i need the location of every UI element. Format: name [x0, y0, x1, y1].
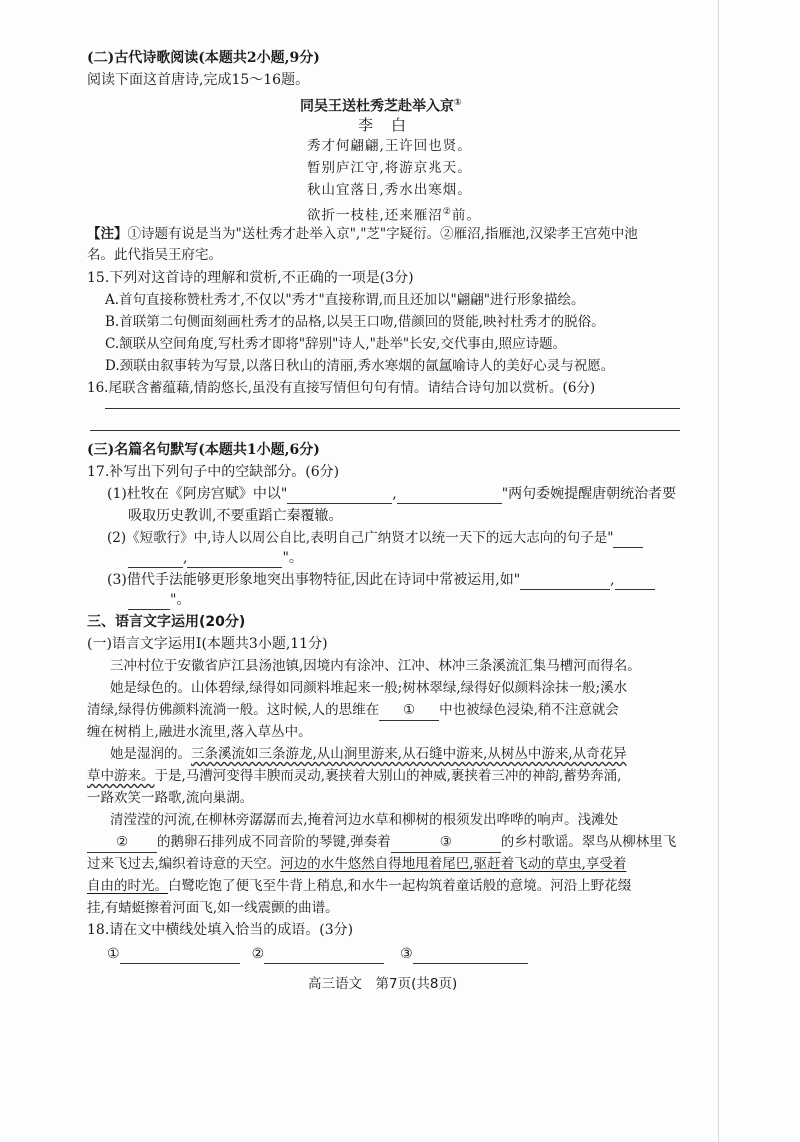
poem-line-4-text: 欲折一枝桂,还来雁沼: [307, 207, 443, 224]
passage-p3-wavy-2: 草中游来。: [87, 768, 155, 784]
q16-answer-line-1[interactable]: [105, 408, 680, 409]
page-footer: 高三语文 第7页(共8页): [308, 976, 458, 992]
q17-item2-blank-1b[interactable]: [128, 553, 183, 568]
poem-title: [300, 93, 462, 117]
q17-item2: [107, 528, 643, 548]
passage-p2-line1: 她是绿色的。山体碧绿,绿得如同颜料堆起来一般;树林翠绿,绿得好似颜料涂抹一般;溪水: [110, 680, 628, 696]
q17-item2-blank-1[interactable]: [613, 533, 643, 548]
q15-option-a: A.首句直接称赞杜秀才,不仅以"秀才"直接称谓,而且还加以"翩翩"进行形象描绘。: [105, 292, 585, 308]
q15-stem: 15.下列对这首诗的理解和赏析,不正确的一项是(3分): [87, 270, 414, 286]
q15-option-c: C.颔联从空间角度,写杜秀才即将"辞别"诗人,"赴举"长安,交代事由,照应诗题。: [105, 336, 567, 352]
q17-item2-blank-2[interactable]: [187, 553, 282, 568]
passage-p4-underlined-1: 河边的水牛悠然自得地甩着尾巴,驱赶着飞动的草虫,享受着: [280, 856, 627, 872]
poem-line-1: 秀才何翩翩,王许回也贤。: [307, 138, 472, 154]
q18-answer-3[interactable]: [413, 949, 528, 964]
q17-item3-blank-2b[interactable]: [128, 595, 170, 610]
passage-p2-line2-a: 清绿,绿得仿佛颜料流淌一般。这时候,人的思维在: [87, 702, 380, 718]
part3-heading: 三、语言文字运用(20分): [87, 614, 246, 630]
poem-author: 李白: [358, 116, 425, 134]
q15-option-d: D.颈联由叙事转为写景,以落日秋山的清丽,秀水寒烟的氤氲喻诗人的美好心灵与祝愿。: [105, 358, 615, 374]
note-line-1: [87, 224, 638, 244]
q16-stem: 16.尾联含蓄蕴藉,情韵悠长,虽没有直接写情但句句有情。请结合诗句加以赏析。(6分): [87, 380, 596, 396]
poem-line-4-note: ②: [442, 207, 452, 217]
passage-p3-line1: [110, 744, 627, 764]
q17-item3-suffix: "。: [170, 592, 191, 608]
passage-blank-2[interactable]: ②: [87, 832, 157, 853]
passage-p4-line1: 清滢滢的河流,在柳林旁潺潺而去,掩着河边水草和柳树的根须发出哗哗的响声。浅滩处: [110, 812, 619, 828]
q15-option-b: B.首联第二句侧面刻画杜秀才的品格,以吴王口吻,借颜回的贤能,映衬杜秀才的脱俗。: [105, 314, 605, 330]
note-text-1: ①诗题有说是当为"送杜秀才赴举入京","芝"字疑衍。②雁沼,指雁池,汉梁孝王宫苑中池: [127, 226, 638, 242]
poem-line-2: 暂别庐江守,将游京兆天。: [307, 160, 472, 176]
q17-item1: [107, 484, 676, 504]
poem-line-3: 秋山宜落日,秀水出寒烟。: [307, 182, 472, 198]
passage-p3-line1-a: 她是湿润的。: [110, 746, 191, 762]
q17-item3-blank-1[interactable]: [520, 575, 610, 590]
q17-item1-blank-1[interactable]: [287, 489, 392, 504]
passage-p3-line2-b: 于是,马漕河变得丰腴而灵动,裹挟着大别山的神威,裹挟着三冲的神韵,蓄势奔涌,: [154, 768, 622, 784]
poem-line-4-end: 前。: [451, 207, 481, 224]
part3-sub-heading: (一)语言文字运用Ⅰ(本题共3小题,11分): [87, 636, 328, 652]
section2-heading: (二)古代诗歌阅读(本题共2小题,9分): [87, 50, 320, 66]
passage-p3-line3: 一路欢笑一路歌,流向巢湖。: [87, 790, 254, 806]
q17-item1-suffix: "两句委婉提醒唐朝统治者要: [501, 486, 677, 502]
q17-item1-blank-2[interactable]: [397, 489, 502, 504]
note-label: 【注】: [87, 226, 128, 242]
passage-blank-1[interactable]: ①: [379, 700, 439, 721]
q18-mark-1: ①: [107, 946, 120, 962]
passage-p3-wavy-1: 三条溪流如三条游龙,从山涧里游来,从石缝中游来,从树丛中游来,从奇花异: [191, 746, 627, 762]
q17-stem: 17.补写出下列句子中的空缺部分。(6分): [87, 464, 340, 480]
passage-p3-line2: [87, 766, 621, 786]
passage-p4-underlined-2: 自由的时光。: [87, 878, 168, 894]
q17-item3-cont: [128, 590, 190, 610]
q18-answer-2[interactable]: [264, 949, 384, 964]
passage-p2-line2: [87, 700, 619, 721]
passage-p4-line2: [87, 832, 676, 853]
q18-answers: [107, 944, 528, 964]
q17-item3: [107, 570, 655, 590]
passage-p2-line2-b: 中也被绿色浸染,稍不注意就会: [439, 702, 619, 718]
passage-p4-line2-b: 的乡村歌谣。翠鸟从柳林里飞: [500, 834, 677, 850]
passage-p2-line3: 缠在树梢上,融进水流里,落入草丛中。: [87, 724, 312, 740]
q17-item2-sep: ,: [183, 550, 188, 566]
q17-item3-blank-2[interactable]: [615, 575, 655, 590]
q17-item1-cont: 吸取历史教训,不要重蹈亡秦覆辙。: [128, 508, 343, 524]
poem-title-note: ①: [454, 98, 462, 108]
q16-answer-line-2[interactable]: [90, 430, 680, 431]
q17-item3-prefix: (3)借代手法能够更形象地突出事物特征,因此在诗词中常被运用,如": [107, 572, 521, 588]
q18-mark-2: ②: [251, 946, 265, 962]
poem-title-text: 同吴王送杜秀芝赴举入京: [300, 98, 454, 115]
q17-item2-prefix: (2)《短歌行》中,诗人以周公自比,表明自己广纳贤才以统一天下的远大志向的句子是": [107, 530, 614, 546]
q17-item1-sep: ,: [392, 486, 397, 502]
passage-p4-line5: 挂,有蜻蜓擦着河面飞,如一线震颤的曲谱。: [87, 900, 339, 916]
section2-instruction: 阅读下面这首唐诗,完成15～16题。: [87, 72, 310, 88]
page-fold-line: [718, 0, 719, 1142]
q17-item1-prefix: (1)杜牧在《阿房宫赋》中以": [107, 486, 288, 502]
passage-p4-line4-b: 白鹭吃饱了便飞至牛背上稍息,和水牛一起构筑着童话般的意境。河沿上野花缀: [168, 878, 632, 894]
q17-item3-sep: ,: [610, 572, 615, 588]
passage-p4-line2-a: 的鹅卵石排列成不同音阶的琴键,弹奏着: [157, 834, 391, 850]
q18-stem: 18.请在文中横线处填入恰当的成语。(3分): [87, 922, 354, 938]
section3-heading: (三)名篇名句默写(本题共1小题,6分): [87, 442, 320, 458]
q18-mark-3: ③: [400, 946, 413, 962]
passage-p4-line3-a: 过来飞过去,编织着诗意的天空。: [87, 856, 281, 872]
passage-blank-3[interactable]: ③: [391, 832, 501, 853]
note-line-2: 名。此代指吴王府宅。: [87, 247, 222, 263]
q17-item2-suffix: "。: [282, 550, 303, 566]
passage-p1: 三冲村位于安徽省庐江县汤池镇,因境内有涂冲、江冲、林冲三条溪流汇集马槽河而得名。: [110, 658, 641, 674]
poem-line-4: [307, 202, 481, 226]
q18-answer-1[interactable]: [120, 949, 240, 964]
passage-p4-line4: [87, 876, 631, 896]
passage-p4-line3: [87, 854, 626, 874]
q17-item2-cont: [128, 548, 303, 568]
